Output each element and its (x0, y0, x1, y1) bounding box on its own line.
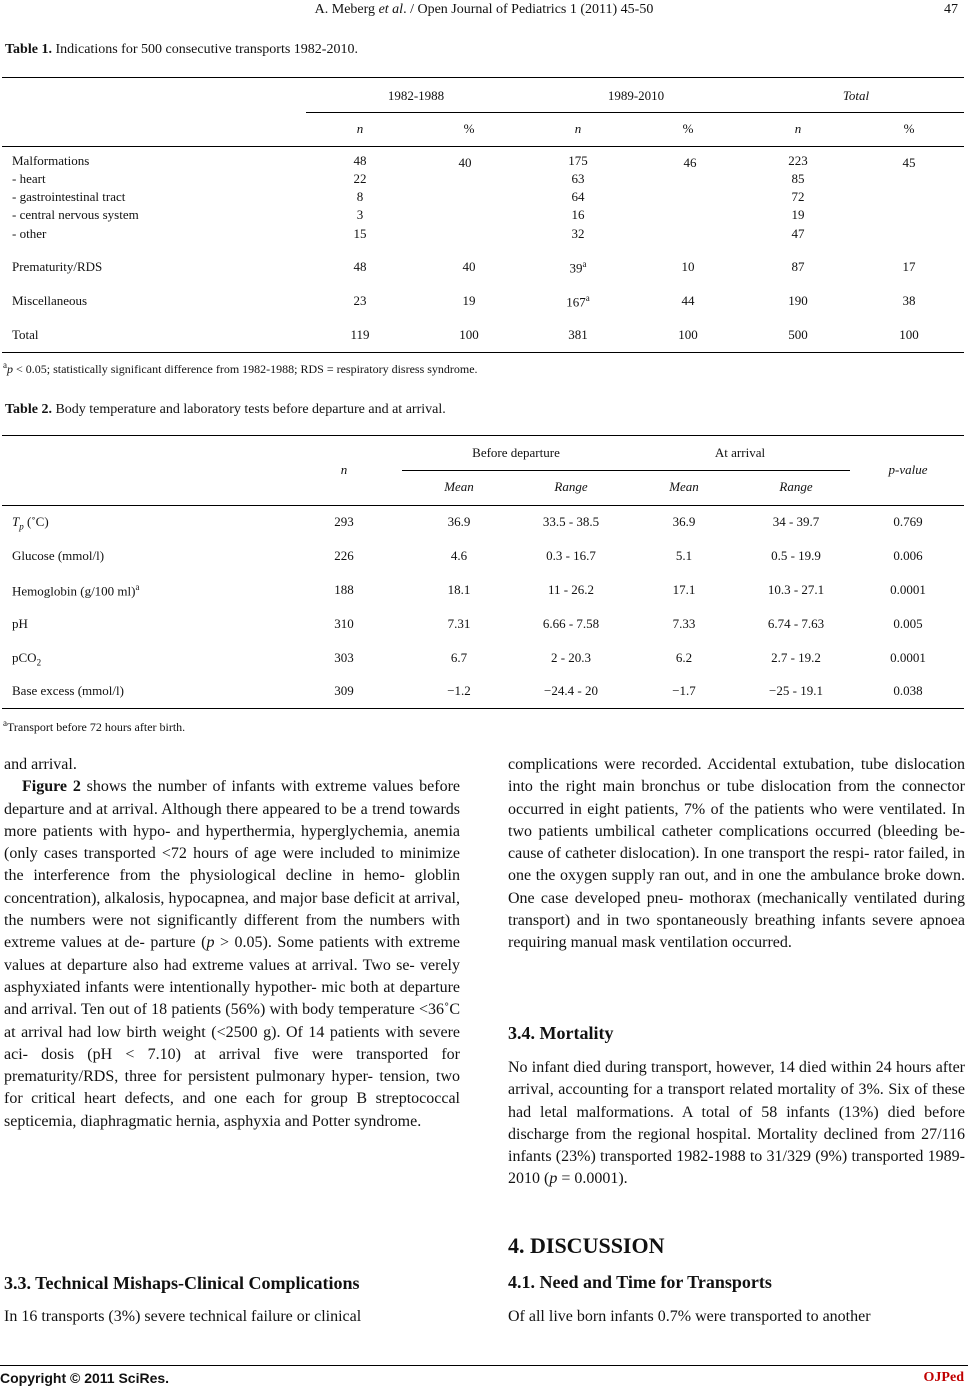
left-column-text-2 (4, 1306, 460, 1328)
table1-sub-header: % (682, 121, 694, 136)
table1-sub-header: n (794, 121, 802, 136)
section-heading-3-3: 3.3. Technical Mishaps-Clinical Complications (4, 1273, 360, 1293)
table1-row-label: - other (12, 226, 47, 241)
table1-cell: 3 (356, 207, 364, 222)
table1-group-header: 1989-2010 (607, 88, 665, 103)
paragraph-text: > 0.05). Some patients with extreme values at departure also had extreme values at arrival. Two se- verely asphyxiated infants were intentionally hypother- mic both at departure and arrival. Ten out of 18 patients (56%) with body temperature <36˚C at arrival had low birth weight (<2500 g). Of 14 patients with severe aci- dosis (pH < 7.10) at arrival five were transported for prematurity/RDS, three for persistent pulmonary hyper- tension, two for critical heart defects, and one each for group B streptococcal septicemia, diaphragmatic hernia, asphyxia and Potter syndrome. (4, 934, 461, 1130)
footnote-p: p (7, 362, 13, 376)
table2-row-label (12, 650, 41, 668)
table1-cell: 32 (571, 226, 585, 241)
table1-cell: 48 (353, 153, 367, 168)
footer-rule (0, 1365, 968, 1366)
running-head-etal: et al (378, 2, 404, 17)
table1-cell: 63 (571, 171, 585, 186)
table1-group-header: Total (842, 88, 870, 103)
table1-cell: 46 (683, 155, 697, 170)
table1-cell: 8 (356, 189, 364, 204)
table1-cell: 38 (902, 293, 916, 308)
table1-cell (570, 259, 587, 276)
table2-header-rule (2, 505, 964, 506)
row-label-sub: p (19, 521, 24, 532)
table2-row-label (12, 514, 49, 532)
page-number: 47 (944, 2, 958, 17)
table2-top-rule (2, 435, 964, 436)
table2-cell: 6.66 - 7.58 (542, 616, 600, 631)
table2-col-header: p-value (888, 462, 928, 477)
table2-cell: 0.0001 (890, 650, 926, 665)
table2-cell: 0.0001 (890, 582, 926, 597)
table2-cell: 293 (334, 514, 354, 529)
paragraph: and arrival. (4, 756, 77, 773)
table2-cell: 7.33 (672, 616, 696, 631)
table2-cell: −1.2 (447, 683, 471, 698)
table2-cell: 0.005 (893, 616, 923, 631)
table1-subheader-rule (306, 112, 964, 113)
right-column-text (508, 754, 965, 955)
table2-cell: 18.1 (447, 582, 471, 597)
table2-cell: −1.7 (672, 683, 696, 698)
table2-cell: 0.3 - 16.7 (546, 548, 596, 563)
table2-row-label: Glucose (mmol/l) (12, 548, 105, 563)
table2-cell: 2 - 20.3 (550, 650, 592, 665)
paragraph-text: No infant died during transport, however, 14 died within 24 hours after arrival, accounting for a transport related mortality of 3%. Six of these had letal malformations. A total of 58 infants (13%) died before discharge from the regional hospital. Mortality declined from 27/116 infants (23%) transported 1982-1988 to 31/329 (9%) transported 1989-2010 ( (508, 1059, 965, 1188)
table1-cell-sup: a (582, 259, 587, 269)
table2-caption (5, 402, 446, 418)
table1-cell: 10 (681, 259, 695, 274)
table1-cell: 100 (899, 327, 919, 342)
paragraph-text: shows the number of infants with extreme values before departure and at arrival. Although there appeared to be a trend towards more patients with hypo- and hyperthermia, hyperglychemia, anemia (only cases transported <72 hours of age were included to minimize the interference from the physiological decline in hemo- globlin concentration), alkalosis, hypocapnea, and major base deficit at arrival, the numbers were not significantly different from the numbers with extreme values at de- parture ( (4, 778, 460, 952)
table2-cell: 36.9 (672, 514, 696, 529)
table1-row-label: Prematurity/RDS (12, 259, 103, 274)
table1-cell: 119 (350, 327, 370, 342)
section-heading-4: 4. DISCUSSION (508, 1233, 665, 1258)
table2-cell: 310 (334, 616, 354, 631)
paragraph (4, 776, 460, 1133)
table2-cell: 11 - 26.2 (547, 582, 595, 597)
table1-row-label: Malformations (12, 153, 90, 168)
table1-cell: 175 (568, 153, 588, 168)
table2-cell: 34 - 39.7 (772, 514, 820, 529)
table2-cell: 5.1 (675, 548, 693, 563)
table1-row-label: Miscellaneous (12, 293, 88, 308)
row-label-main: pCO (12, 650, 37, 665)
table2-cell: 226 (334, 548, 354, 563)
table1-row-label: - heart (12, 171, 46, 186)
row-label-main: T (12, 514, 20, 529)
table1-footnote (3, 360, 478, 377)
table2-cell: 7.31 (447, 616, 471, 631)
running-head-authors: A. Meberg (314, 2, 379, 17)
table1-cell: 85 (791, 171, 805, 186)
section-heading-3-4: 3.4. Mortality (508, 1023, 614, 1043)
table1-cell: 47 (791, 226, 805, 241)
table2-row-label: Base excess (mmol/l) (12, 683, 124, 698)
footnote-marker: a (3, 718, 7, 728)
table1-cell: 40 (462, 259, 476, 274)
table2-cell: 0.038 (893, 683, 923, 698)
running-head-journal: . / Open Journal of Pediatrics 1 (2011) 45-50 (403, 2, 654, 17)
footer-copyright: Copyright © 2011 SciRes. (0, 1370, 170, 1386)
table1-cell: 381 (568, 327, 588, 342)
table1-cell: 72 (791, 189, 805, 204)
table1-cell-value: 39 (569, 260, 583, 276)
table1-cell-value: 167 (566, 294, 586, 310)
table2-group-header: Before departure (472, 445, 560, 460)
table2-caption-text: Body temperature and laboratory tests before departure and at arrival. (51, 402, 446, 417)
table1-cell: 17 (902, 259, 916, 274)
table2-cell: 36.9 (447, 514, 471, 529)
row-label-rest: (˚C) (23, 514, 49, 529)
table2-subheader-rule (402, 470, 850, 471)
table2-cell: 0.769 (893, 514, 923, 529)
table1-cell: 16 (571, 207, 585, 222)
table2-cell: 6.7 (450, 650, 468, 665)
paragraph: complications were recorded. Accidental extubation, tube dislocation into the right main bronchus or tube dislocation from the connector occurred in eight patients, 7% of the patients who were ventilated. In two patients umbilical catheter complications occurred (bleeding be- cause of catheter dislocation). In one transport the respi- rator failed, in one the oxygen supply ran out, and in one the ambulance broke down. One case developed pneu- mothorax (mechanically ventilated during transport) and in two spontaneously breathing infants severe apnoea requiring manual mask ventilation occurred. (508, 756, 965, 952)
table2-row-label (12, 582, 140, 599)
table1-sub-header: n (574, 121, 582, 136)
footnote-text: < 0.05; statistically significant difference from 1982-1988; RDS = respiratory disress syndrome. (13, 362, 478, 376)
table1-cell: 19 (462, 293, 476, 308)
table2-sub-header: Range (554, 479, 588, 494)
table1-cell-sup: a (585, 293, 590, 303)
row-label-sub: 2 (36, 657, 42, 668)
paragraph: In 16 transports (3%) severe technical failure or clinical (4, 1308, 362, 1325)
table2-cell: 33.5 - 38.5 (542, 514, 600, 529)
table1-cell: 500 (788, 327, 808, 342)
table1-label: Table 1. (5, 42, 52, 57)
table2-cell: 2.7 - 19.2 (771, 650, 821, 665)
table1-cell: 45 (902, 155, 916, 170)
table1-cell: 100 (459, 327, 479, 342)
table1-sub-header: % (463, 121, 475, 136)
table1-row-label: - central nervous system (12, 207, 139, 222)
left-column-text (4, 754, 460, 1133)
table1-cell: 223 (788, 153, 808, 168)
table1-cell: 15 (353, 226, 367, 241)
table1-cell: 22 (353, 171, 367, 186)
table2-cell: 0.5 - 19.9 (771, 548, 821, 563)
table1-sub-header: n (356, 121, 364, 136)
footer-journal: OJPed (923, 1370, 964, 1385)
table1-cell: 44 (681, 293, 695, 308)
table2-col-header: n (340, 462, 348, 477)
paragraph: Of all live born infants 0.7% were transported to another (508, 1308, 871, 1325)
table2-cell: 303 (334, 650, 354, 665)
paragraph-text: = 0.0001). (557, 1170, 628, 1188)
figure-reference: Figure 2 (22, 778, 81, 796)
table1-header-rule (2, 146, 964, 147)
table1-sub-header: % (903, 121, 915, 136)
footnote-marker: a (3, 360, 7, 370)
right-column-text-2 (508, 1057, 965, 1191)
p-symbol: p (549, 1170, 558, 1188)
section-heading-4-1: 4.1. Need and Time for Transports (508, 1272, 772, 1292)
table2-cell: 6.74 - 7.63 (767, 616, 825, 631)
table1-cell: 87 (791, 259, 805, 274)
table1-group-header: 1982-1988 (387, 88, 445, 103)
footnote-text: Transport before 72 hours after birth. (7, 720, 186, 734)
table1-cell: 19 (791, 207, 805, 222)
table2-bottom-rule (2, 708, 964, 709)
right-column-text-3 (508, 1306, 965, 1328)
table1-row-label: Total (12, 327, 39, 342)
table1-bottom-rule (2, 352, 964, 353)
table1-caption-text: Indications for 500 consecutive transports 1982-2010. (51, 42, 358, 57)
table2-cell: 309 (334, 683, 354, 698)
table2-cell: 188 (334, 582, 354, 597)
table2-group-header: At arrival (714, 445, 766, 460)
table2-cell: 0.006 (893, 548, 923, 563)
table1-cell: 48 (353, 259, 367, 274)
paragraph (508, 1057, 965, 1191)
table2-cell: −25 - 19.1 (769, 683, 823, 698)
table1-cell: 100 (678, 327, 698, 342)
table2-footnote (3, 718, 185, 735)
running-header (0, 2, 968, 18)
table1-caption (5, 42, 358, 58)
table1-row-label: - gastrointestinal tract (12, 189, 126, 204)
table2-cell: 6.2 (675, 650, 693, 665)
table2-cell: 10.3 - 27.1 (767, 582, 825, 597)
table2-label: Table 2. (5, 402, 52, 417)
table2-sub-header: Mean (669, 479, 699, 494)
table1-cell: 64 (571, 189, 585, 204)
table2-row-label: pH (12, 616, 28, 631)
table1-cell: 190 (788, 293, 808, 308)
row-label-main: Hemoglobin (g/100 ml) (12, 583, 136, 599)
table2-cell: −24.4 - 20 (544, 683, 598, 698)
table1-cell (566, 293, 590, 310)
table1-cell: 40 (458, 155, 472, 170)
table1-cell: 23 (353, 293, 367, 308)
table2-cell: 17.1 (672, 582, 696, 597)
table2-sub-header: Range (779, 479, 813, 494)
table2-cell: 4.6 (450, 548, 468, 563)
p-symbol: p (206, 934, 215, 952)
row-label-sup: a (135, 582, 140, 592)
table2-sub-header: Mean (444, 479, 474, 494)
table1-top-rule (2, 77, 964, 78)
